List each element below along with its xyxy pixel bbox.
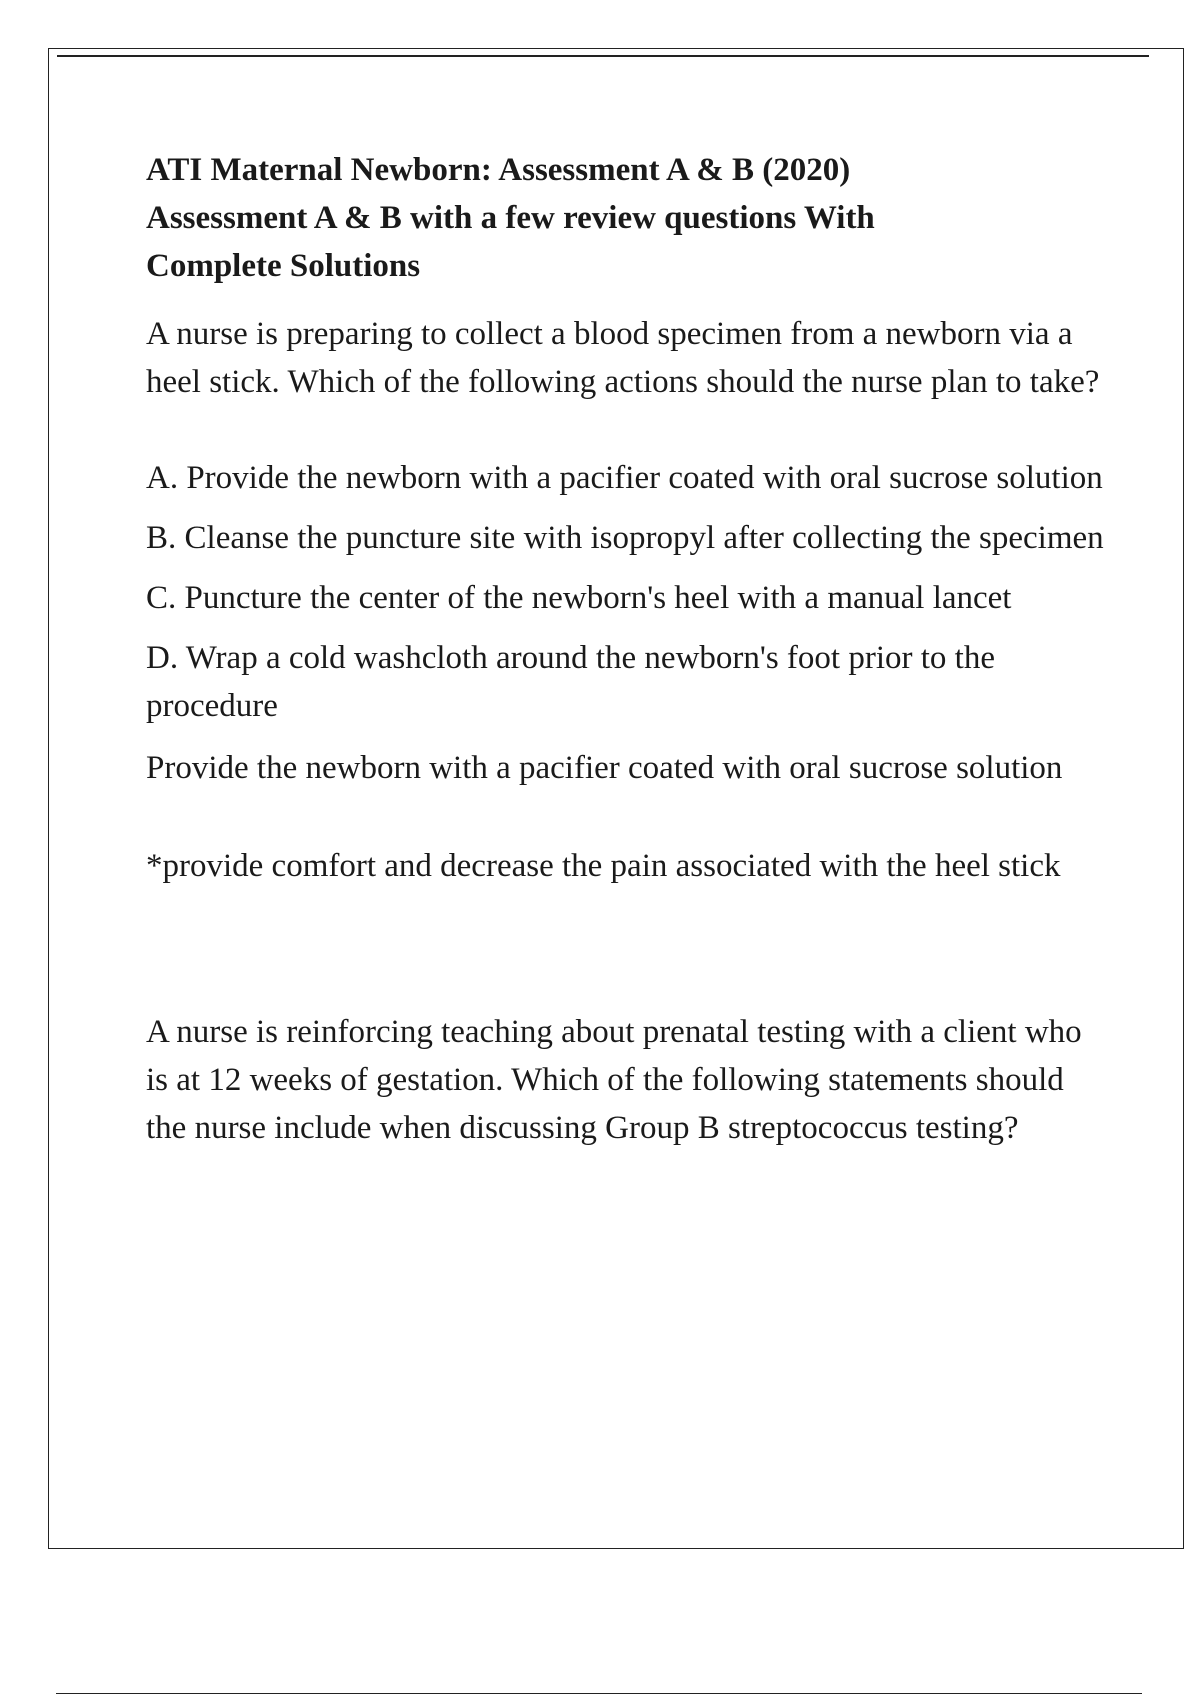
option-c: C. Puncture the center of the newborn's heel with a manual lancet xyxy=(146,580,1012,616)
option-d: D. Wrap a cold washcloth around the newborn's foot prior to the procedure xyxy=(146,640,995,724)
title-line-3: Complete Solutions xyxy=(146,248,421,284)
title-line-2: Assessment A & B with a few review questions With xyxy=(146,200,875,236)
question-1-answer: Provide the newborn with a pacifier coated with oral sucrose solution xyxy=(146,750,1063,786)
question-1-options xyxy=(146,454,1106,730)
title-line-1: ATI Maternal Newborn: Assessment A & B (2020) xyxy=(146,152,851,188)
document-title xyxy=(146,146,1106,290)
top-divider xyxy=(57,55,1149,57)
question-1-rationale: *provide comfort and decrease the pain associated with the heel stick xyxy=(146,848,1061,884)
question-2-stem: A nurse is reinforcing teaching about prenatal testing with a client who is at 12 weeks of gestation. Which of the following statements should the nurse include when discussing Group B streptococcus testing? xyxy=(146,1014,1082,1146)
document-content xyxy=(146,146,1106,1152)
option-a: A. Provide the newborn with a pacifier coated with oral sucrose solution xyxy=(146,460,1103,496)
bottom-divider xyxy=(56,1693,1142,1694)
question-1-stem: A nurse is preparing to collect a blood specimen from a newborn via a heel stick. Which of the following actions should the nurse plan to take? xyxy=(146,316,1100,400)
option-b: B. Cleanse the puncture site with isopropyl after collecting the specimen xyxy=(146,520,1104,556)
